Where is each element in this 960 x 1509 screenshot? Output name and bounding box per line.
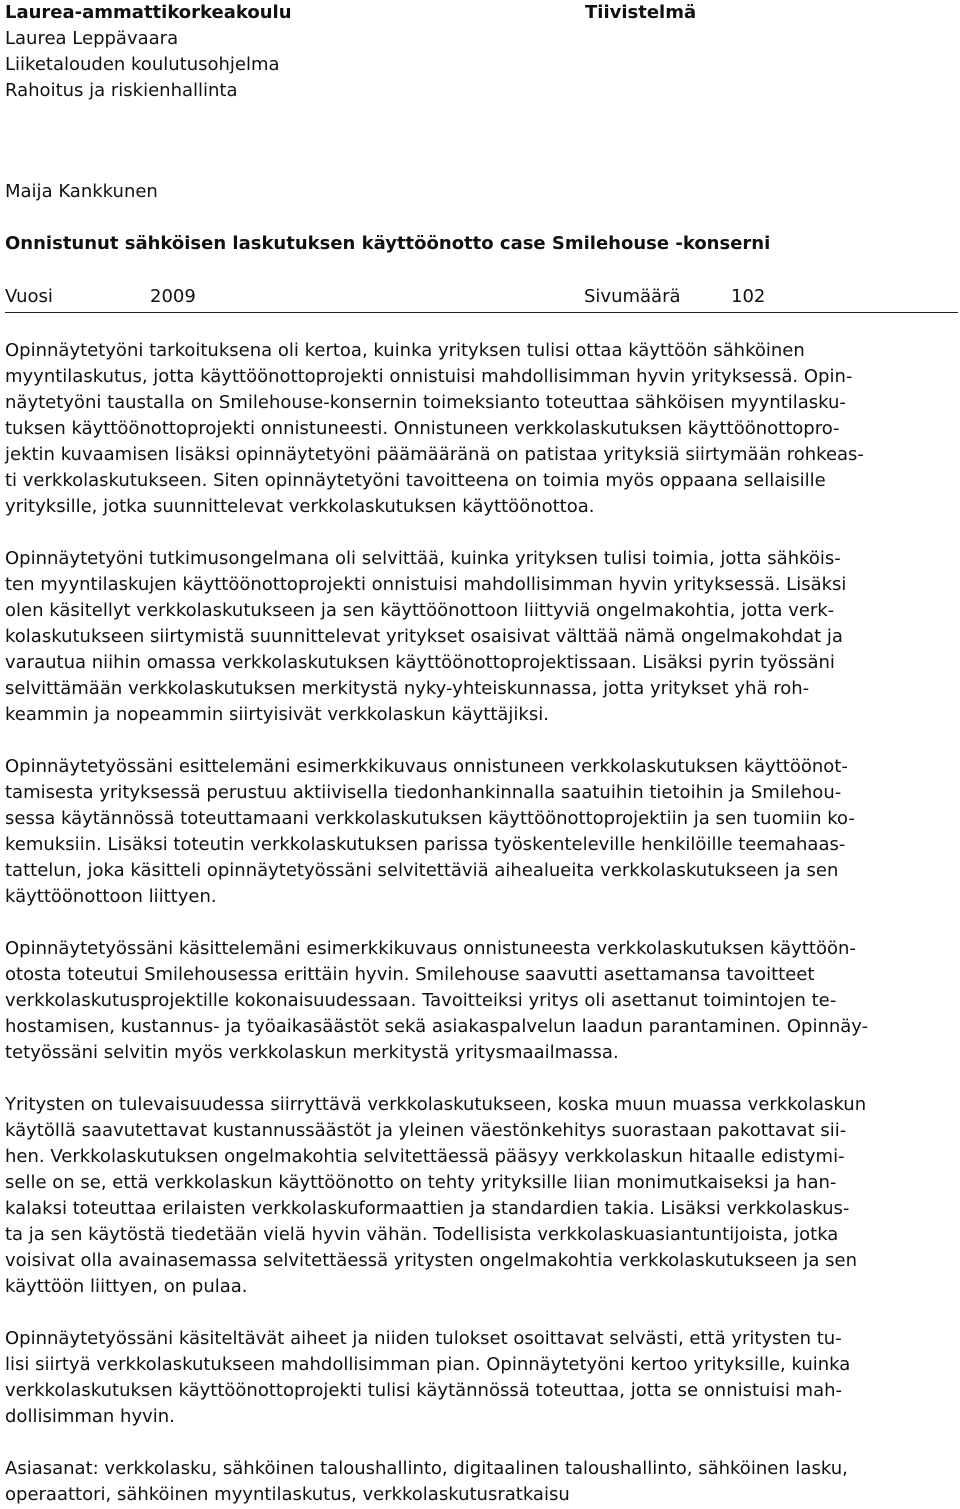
paragraph-gap (5, 728, 955, 754)
page-count-value: 102 (731, 286, 766, 307)
keywords-line: Asiasanat: verkkolasku, sähköinen taloushallinto, digitaalinen taloushallinto, sähköinen lasku, (5, 1458, 848, 1479)
text-line: verkkolaskutusprojektille kokonaisuudessaan. Tavoitteiksi yritys oli asettanut toimintojen te- (5, 990, 837, 1011)
text-line: näytetyöni taustalla on Smilehouse-konsernin toimeksianto toteuttaa sähköisen myyntilasku- (5, 392, 846, 413)
paragraph-gap (5, 910, 955, 936)
text-line: tattelun, joka käsitteli opinnäytetyössäni selvitettäviä aihealueita verkkolaskutukseen ja sen (5, 860, 839, 881)
year-value: 2009 (150, 286, 196, 307)
text-line: ten myyntilaskujen käyttöönottoprojekti onnistuisi mahdollisimman hyvin yrityksessä. Lisäksi (5, 574, 847, 595)
text-line: tetyössäni selvitin myös verkkolaskun merkitystä yritysmaailmassa. (5, 1042, 619, 1063)
text-line: dollisimman hyvin. (5, 1406, 175, 1427)
text-line: Opinnäytetyöni tutkimusongelmana oli selvittää, kuinka yrityksen tulisi toimia, jotta sähköis- (5, 548, 841, 569)
text-line: otosta toteutui Smilehousessa erittäin hyvin. Smilehouse saavutti asettamansa tavoitteet (5, 964, 815, 985)
text-line: Opinnäytetyöni tarkoituksena oli kertoa, kuinka yrityksen tulisi ottaa käyttöön sähköinen (5, 340, 805, 361)
thesis-title: Onnistunut sähköisen laskutuksen käyttöönotto case Smilehouse -konserni (5, 233, 771, 254)
text-line: sessa käytännössä toteuttamaani verkkolaskutuksen käyttöönottoprojektiin ja sen tuomiin ko- (5, 808, 855, 829)
text-line: keammin ja nopeammin siirtyisivät verkkolaskun käyttäjiksi. (5, 704, 549, 725)
text-line: käytöllä saavutettavat kustannussäästöt ja yleinen väestönkehitys suorastaan pakottavat sii- (5, 1120, 847, 1141)
text-line: Opinnäytetyössäni käsittelemäni esimerkkikuvaus onnistuneesta verkkolaskutuksen käyttöön- (5, 938, 856, 959)
abstract-paragraph (5, 1326, 955, 1430)
keywords-line: operaattori, sähköinen myyntilaskutus, verkkolaskutusratkaisu (5, 1484, 570, 1505)
school-name: Laurea-ammattikorkeakoulu (5, 2, 292, 23)
meta-row (5, 284, 958, 313)
programme-name: Liiketalouden koulutusohjelma (5, 54, 280, 75)
campus-name: Laurea Leppävaara (5, 28, 179, 49)
document-header (5, 0, 955, 110)
year-label: Vuosi (5, 286, 53, 307)
text-line: tamisesta yrityksessä perustuu aktiivisella tiedonhankinnalla saatuihin tietoihin ja Smilehou- (5, 782, 842, 803)
text-line: myyntilaskutus, jotta käyttöönottoprojekti onnistuisi mahdollisimman hyvin yrityksessä. Opin- (5, 366, 853, 387)
text-line: voisivat olla avainasemassa selvitettäessä yritysten ongelmakohtia verkkolaskutukseen ja sen (5, 1250, 858, 1271)
text-line: ta ja sen käytöstä tiedetään vielä hyvin vähän. Todellisista verkkolaskuasiantuntijoista, jotka (5, 1224, 839, 1245)
text-line: käyttöön liittyen, on pulaa. (5, 1276, 248, 1297)
text-line: hostamisen, kustannus- ja työaikasäästöt sekä asiakaspalvelun laadun parantaminen. Opinnäy- (5, 1016, 869, 1037)
text-line: ti verkkolaskutukseen. Siten opinnäytetyöni tavoitteena on toimia myös oppaana sellaisille (5, 470, 826, 491)
abstract-body (5, 338, 955, 1430)
paragraph-gap (5, 520, 955, 546)
abstract-paragraph (5, 936, 955, 1066)
text-line: lisi siirtyä verkkolaskutukseen mahdollisimman pian. Opinnäytetyöni kertoo yrityksille, kuinka (5, 1354, 851, 1375)
text-line: jektin kuvaamisen lisäksi opinnäytetyöni päämääränä on patistaa yrityksiä siirtymään rohkeas- (5, 444, 864, 465)
paragraph-gap (5, 1066, 955, 1092)
institution-block (5, 0, 565, 104)
abstract-paragraph (5, 1092, 955, 1300)
text-line: käyttöönottoon liittyen. (5, 886, 217, 907)
keywords (5, 1456, 955, 1508)
text-line: verkkolaskutuksen käyttöönottoprojekti tulisi käytännössä toteuttaa, jotta se onnistuisi mah- (5, 1380, 843, 1401)
text-line: hen. Verkkolaskutuksen ongelmakohtia selvitettäessä pääsyy verkkolaskun hitaalle edistymi- (5, 1146, 845, 1167)
text-line: kolaskutukseen siirtymistä suunnittelevat yritykset osaisivat välttää nämä ongelmakohdat ja (5, 626, 843, 647)
text-line: yrityksille, jotka suunnittelevat verkkolaskutuksen käyttöönottoa. (5, 496, 595, 517)
text-line: kalaksi toteuttaa erilaisten verkkolaskuformaattien ja standardien takia. Lisäksi verkkolaskus- (5, 1198, 850, 1219)
text-line: Opinnäytetyössäni esittelemäni esimerkkikuvaus onnistuneen verkkolaskutuksen käyttöönot- (5, 756, 848, 777)
page-count-label: Sivumäärä (584, 286, 681, 307)
document-type: Tiivistelmä (585, 2, 697, 23)
text-line: selvittämään verkkolaskutuksen merkitystä nyky-yhteiskunnassa, jotta yritykset yhä roh- (5, 678, 810, 699)
text-line: tuksen käyttöönottoprojekti onnistuneesti. Onnistuneen verkkolaskutuksen käyttöönottopro- (5, 418, 840, 439)
text-line: kemuksiin. Lisäksi toteutin verkkolaskutuksen parissa työskenteleville henkilöille teemahaas- (5, 834, 846, 855)
abstract-paragraph (5, 754, 955, 910)
paragraph-gap (5, 1300, 955, 1326)
specialization-name: Rahoitus ja riskienhallinta (5, 80, 238, 101)
abstract-paragraph (5, 546, 955, 728)
text-line: Yritysten on tulevaisuudessa siirryttävä verkkolaskutukseen, koska muun muassa verkkolaskun (5, 1094, 867, 1115)
text-line: olen käsitellyt verkkolaskutukseen ja sen käyttöönottoon liittyviä ongelmakohtia, jotta verk- (5, 600, 835, 621)
abstract-paragraph (5, 338, 955, 520)
text-line: varautua niihin omassa verkkolaskutuksen käyttöönottoprojektissaan. Lisäksi pyrin työssäni (5, 652, 835, 673)
text-line: Opinnäytetyössäni käsiteltävät aiheet ja niiden tulokset osoittavat selvästi, että yritysten tu- (5, 1328, 842, 1349)
author-name: Maija Kankkunen (5, 181, 158, 202)
text-line: selle on se, että verkkolaskun käyttöönotto on tehty yrityksille liian monimutkaiseksi ja han- (5, 1172, 837, 1193)
